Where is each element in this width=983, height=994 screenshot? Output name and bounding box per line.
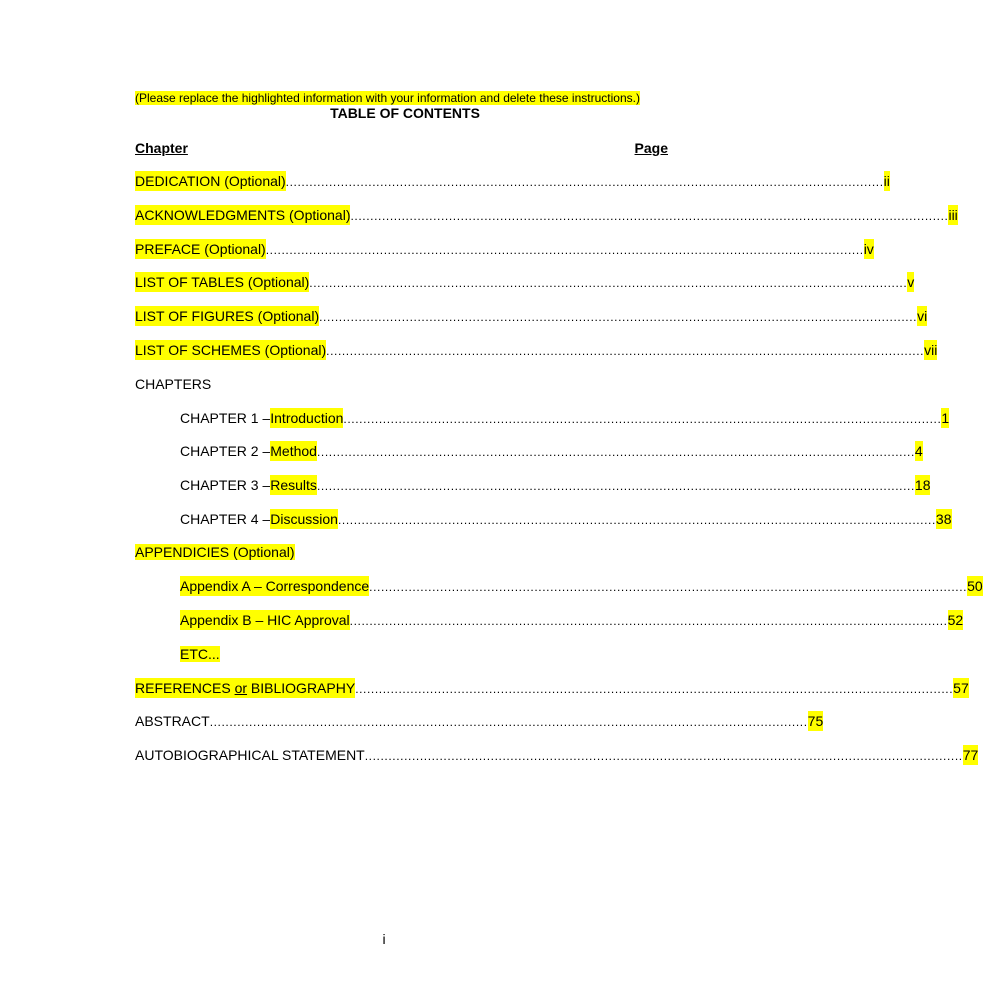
toc-label: LIST OF FIGURES (Optional) (135, 308, 320, 324)
toc-row-acknowledgments (135, 205, 958, 225)
toc-label: AUTOBIOGRAPHICAL STATEMENT (135, 747, 365, 763)
toc-row-list-of-schemes (135, 340, 938, 360)
toc-row-autobiographical-statement (135, 745, 979, 765)
toc-page: vii (924, 342, 938, 358)
toc-row-chapter-1 (180, 408, 950, 428)
toc-page: 38 (935, 511, 952, 527)
toc-row-list-of-tables (135, 272, 915, 292)
toc-label: LIST OF SCHEMES (Optional) (135, 342, 327, 358)
toc-label: Appendix B – HIC Approval (180, 612, 350, 628)
page-column-header: Page (634, 140, 668, 156)
toc-row-list-of-figures (135, 306, 928, 326)
toc-page: 75 (807, 713, 824, 729)
toc-row-preface (135, 239, 874, 259)
chapter-prefix: CHAPTER 4 – (180, 511, 271, 527)
chapter-name: Introduction (270, 410, 344, 426)
chapters-heading: CHAPTERS (135, 376, 212, 392)
page-number: i (382, 931, 386, 947)
chapter-name: Results (270, 477, 317, 493)
toc-label: ACKNOWLEDGMENTS (Optional) (135, 207, 351, 223)
toc-page: ii (883, 173, 890, 189)
toc-page: v (907, 274, 915, 290)
etc-text: ETC... (180, 646, 220, 662)
chapter-prefix: CHAPTER 2 – (180, 443, 271, 459)
toc-label: ABSTRACT (135, 713, 210, 729)
toc-label: Appendix A – Correspondence (180, 578, 370, 594)
toc-page: iii (948, 207, 958, 223)
dot-leader: ........................................................................................................................................................ (350, 209, 949, 223)
bibliography-text: BIBLIOGRAPHY (247, 680, 356, 696)
dot-leader: ........................................................................................................................................................ (326, 344, 925, 358)
toc-row-dedication (135, 171, 890, 191)
toc-row-chapter-3 (180, 475, 931, 495)
or-text: or (234, 680, 248, 696)
dot-leader: ........................................................................................................................................................ (364, 749, 963, 763)
appendices-heading-text: APPENDICIES (Optional) (135, 544, 295, 560)
dot-leader: ........................................................................................................................................................ (309, 276, 908, 290)
chapter-name: Method (270, 443, 317, 459)
chapter-column-header: Chapter (135, 140, 188, 156)
toc-page: 77 (962, 747, 979, 763)
instructions-note (135, 90, 668, 106)
toc-row-abstract (135, 711, 824, 731)
toc-row-chapter-4 (180, 509, 952, 529)
dot-leader: ........................................................................................................................................................ (355, 682, 954, 696)
toc-row-chapter-2 (180, 441, 923, 461)
etc-entry (180, 644, 220, 664)
dot-leader: ........................................................................................................................................................ (319, 310, 918, 324)
references-text: REFERENCES (135, 680, 235, 696)
dot-leader: ........................................................................................................................................................ (316, 479, 915, 493)
dot-leader: ........................................................................................................................................................ (209, 715, 808, 729)
dot-leader: ........................................................................................................................................................ (285, 175, 884, 189)
references-label (135, 678, 355, 698)
toc-page: vi (917, 308, 928, 324)
dot-leader: ........................................................................................................................................................ (265, 243, 864, 257)
toc-page: iv (863, 241, 874, 257)
toc-page: 1 (941, 410, 950, 426)
chapter-prefix: CHAPTER 3 – (180, 477, 271, 493)
toc-page: 52 (947, 612, 964, 628)
chapter-name: Discussion (270, 511, 338, 527)
toc-page: 4 (914, 443, 923, 459)
dot-leader: ........................................................................................................................................................ (349, 614, 948, 628)
toc-label: LIST OF TABLES (Optional) (135, 274, 310, 290)
toc-row-appendix-b (180, 610, 964, 630)
toc-page: 50 (967, 578, 983, 594)
appendices-heading (135, 542, 295, 562)
chapter-prefix: CHAPTER 1 – (180, 410, 271, 426)
toc-row-references (135, 678, 969, 698)
toc-page: 18 (914, 477, 931, 493)
toc-page: 57 (953, 680, 969, 696)
dot-leader: ........................................................................................................................................................ (316, 445, 915, 459)
dot-leader: ........................................................................................................................................................ (337, 513, 936, 527)
toc-row-appendix-a (180, 576, 983, 596)
dot-leader: ........................................................................................................................................................ (343, 412, 942, 426)
toc-label: DEDICATION (Optional) (135, 173, 286, 189)
instructions-text: (Please replace the highlighted information with your information and delete these instructions.) (135, 91, 640, 105)
page-title: TABLE OF CONTENTS (330, 105, 480, 121)
toc-label: PREFACE (Optional) (135, 241, 266, 257)
dot-leader: ........................................................................................................................................................ (369, 580, 968, 594)
